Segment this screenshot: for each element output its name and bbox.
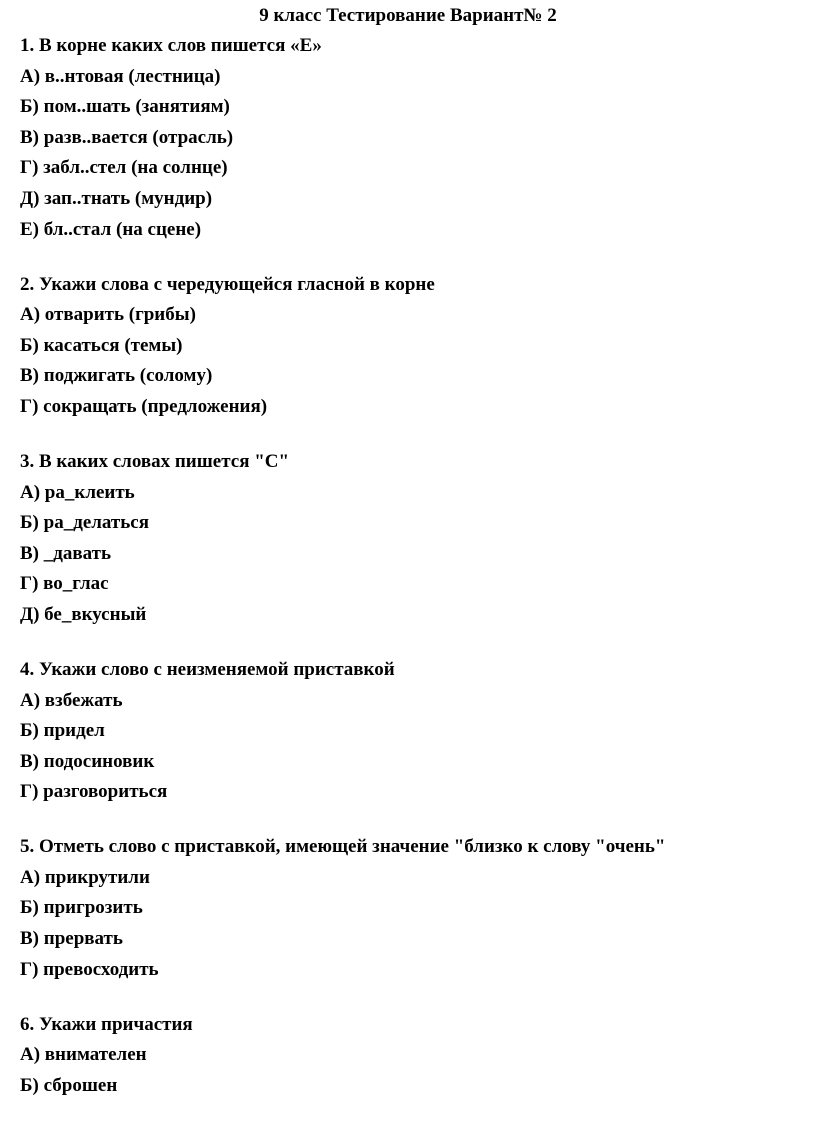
answer-option: Б) касаться (темы) bbox=[20, 334, 183, 356]
question-text: 6. Укажи причастия bbox=[20, 1013, 193, 1035]
answer-option: Г) забл..стел (на солнце) bbox=[20, 157, 228, 179]
answer-option: Б) пригрозить bbox=[20, 897, 143, 919]
answer-option: А) прикрутили bbox=[20, 866, 150, 888]
answer-option: Г) превосходить bbox=[20, 958, 159, 980]
answer-option: Г) во_глас bbox=[20, 573, 109, 595]
answer-option: Е) бл..стал (на сцене) bbox=[20, 218, 202, 240]
answer-option: В) разв..вается (отрасль) bbox=[20, 126, 234, 148]
answer-option: А) отварить (грибы) bbox=[20, 304, 196, 326]
answer-option: Г) разговориться bbox=[20, 781, 168, 803]
answer-option: В) прервать bbox=[20, 928, 123, 950]
answer-option: Б) пом..шать (занятиям) bbox=[20, 96, 230, 118]
answer-option: Б) сброшен bbox=[20, 1074, 118, 1096]
questions-list bbox=[20, 34, 800, 1129]
question-6 bbox=[20, 1013, 800, 1098]
question-2 bbox=[20, 273, 800, 419]
question-1 bbox=[20, 34, 800, 242]
answer-option: Б) ра_делаться bbox=[20, 512, 150, 534]
answer-option: А) ра_клеить bbox=[20, 481, 135, 503]
question-text: 4. Укажи слово с неизменяемой приставкой bbox=[20, 658, 395, 680]
question-3 bbox=[20, 450, 800, 627]
answer-option: А) в..нтовая (лестница) bbox=[20, 65, 221, 87]
answer-option: Д) бе_вкусный bbox=[20, 603, 147, 625]
question-4 bbox=[20, 658, 800, 804]
answer-option: Б) придел bbox=[20, 720, 105, 742]
question-5 bbox=[20, 835, 800, 981]
answer-option: В) поджигать (солому) bbox=[20, 365, 213, 387]
answer-option: В) подосиновик bbox=[20, 750, 155, 772]
question-text: 3. В каких словах пишется "С" bbox=[20, 450, 290, 472]
question-text: 1. В корне каких слов пишется «Е» bbox=[20, 35, 322, 56]
answer-option: А) внимателен bbox=[20, 1044, 147, 1066]
question-text: 2. Укажи слова с чередующейся гласной в корне bbox=[20, 273, 435, 295]
question-text: 5. Отметь слово с приставкой, имеющей значение "близко к слову "очень" bbox=[20, 836, 666, 858]
answer-option: А) взбежать bbox=[20, 689, 123, 711]
answer-option: Г) сокращать (предложения) bbox=[20, 395, 268, 417]
page-title: 9 класс Тестирование Вариант№ 2 bbox=[259, 5, 557, 26]
answer-option: В) _давать bbox=[20, 542, 112, 564]
answer-option: Д) зап..тнать (мундир) bbox=[20, 187, 213, 209]
